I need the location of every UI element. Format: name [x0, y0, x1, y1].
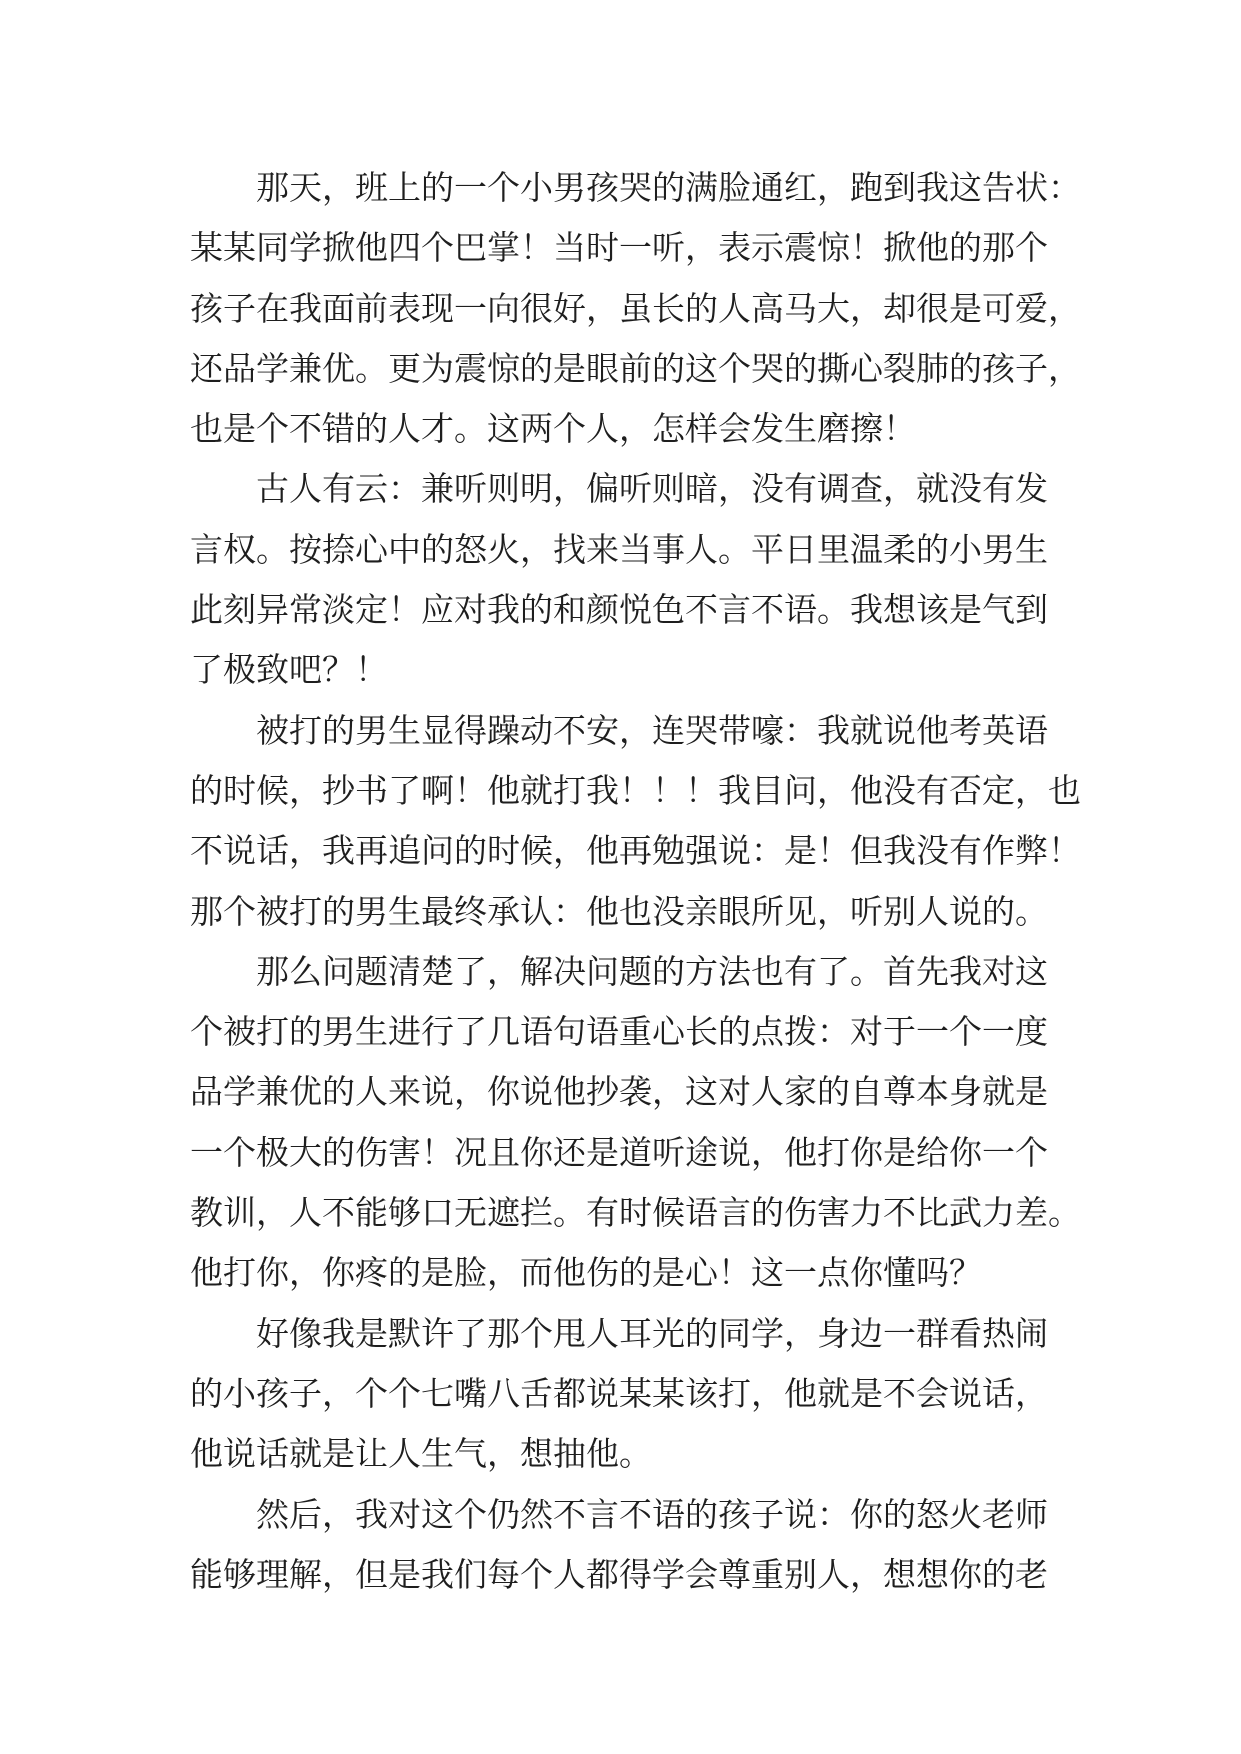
- text-line: 好像我是默许了那个甩人耳光的同学，身边一群看热闹: [256, 1313, 1048, 1353]
- text-line: 然后，我对这个仍然不言不语的孩子说：你的怒火老师: [256, 1494, 1048, 1534]
- text-line: 他说话就是让人生气，想抽他。: [190, 1434, 652, 1474]
- text-line: 了极致吧？！: [190, 650, 388, 690]
- text-line: 古人有云：兼听则明，偏听则暗，没有调查，就没有发: [256, 469, 1048, 509]
- text-line: 那天，班上的一个小男孩哭的满脸通红，跑到我这告状：: [256, 168, 1081, 207]
- body-text: [190, 158, 1081, 1605]
- text-line: 被打的男生显得躁动不安，连哭带嚎：我就说他考英语: [256, 710, 1048, 750]
- text-line: 也是个不错的人才。这两个人，怎样会发生磨擦！: [190, 409, 916, 449]
- text-line: 品学兼优的人来说，你说他抄袭，这对人家的自尊本身就是: [190, 1072, 1048, 1112]
- text-line: 的小孩子，个个七嘴八舌都说某某该打，他就是不会说话，: [190, 1373, 1048, 1413]
- text-line: 还品学兼优。更为震惊的是眼前的这个哭的撕心裂肺的孩子，: [190, 348, 1081, 388]
- text-line: 此刻异常淡定！应对我的和颜悦色不言不语。我想该是气到: [190, 590, 1048, 630]
- text-line: 不说话，我再追问的时候，他再勉强说：是！但我没有作弊！: [190, 831, 1081, 871]
- text-line: 某某同学掀他四个巴掌！当时一听，表示震惊！掀他的那个: [190, 228, 1048, 268]
- text-line: 教训，人不能够口无遮拦。有时候语言的伤害力不比武力差。: [190, 1193, 1081, 1233]
- text-line: 孩子在我面前表现一向很好，虽长的人高马大，却很是可爱，: [190, 288, 1081, 328]
- text-line: 能够理解，但是我们每个人都得学会尊重别人，想想你的老: [190, 1554, 1048, 1594]
- text-line: 一个极大的伤害！况且你还是道听途说，他打你是给你一个: [190, 1132, 1048, 1172]
- text-line: 个被打的男生进行了几语句语重心长的点拨：对于一个一度: [190, 1012, 1048, 1052]
- text-line: 那个被打的男生最终承认：他也没亲眼所见，听别人说的。: [190, 891, 1048, 931]
- text-line: 言权。按捺心中的怒火，找来当事人。平日里温柔的小男生: [190, 529, 1048, 569]
- text-line: 他打你，你疼的是脸，而他伤的是心！这一点你懂吗？: [190, 1253, 982, 1293]
- text-line: 的时候，抄书了啊！他就打我！！！我目问，他没有否定，也: [190, 770, 1081, 810]
- text-line: 那么问题清楚了，解决问题的方法也有了。首先我对这: [256, 951, 1048, 991]
